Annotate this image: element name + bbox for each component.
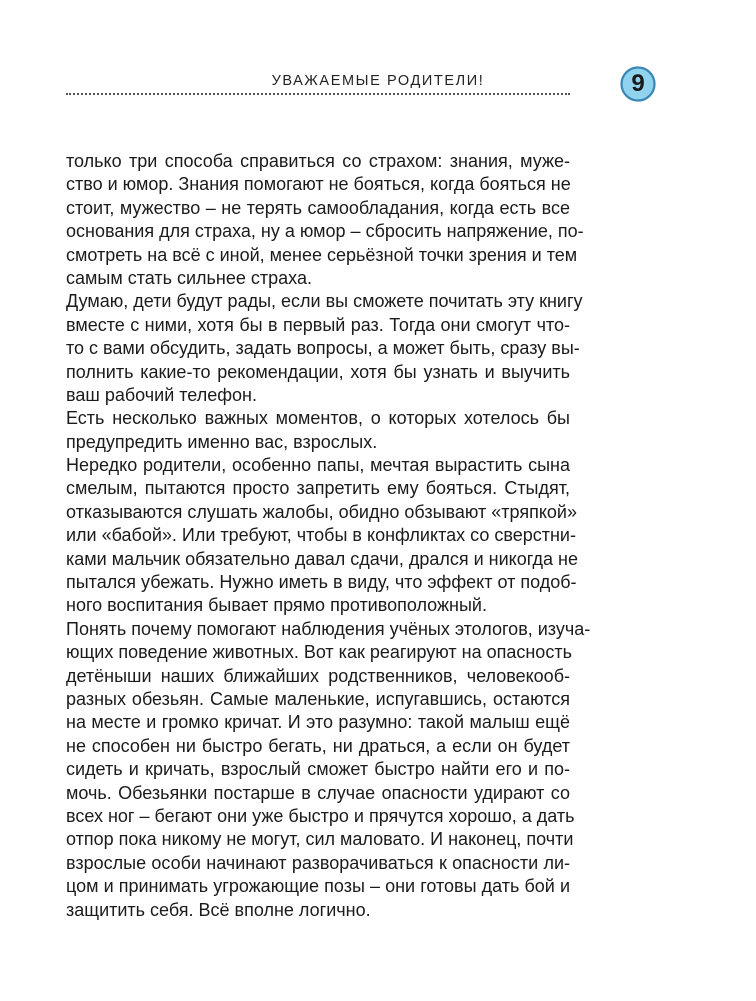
body-line: только три способа справиться со страхом: знания, муже- (66, 151, 570, 171)
page-number: 9 (631, 70, 645, 97)
body-line: то с вами обсудить, задать вопросы, а может быть, сразу вы- (66, 338, 580, 359)
running-header-title: УВАЖАЕМЫЕ РОДИТЕЛИ! (271, 73, 485, 89)
body-line: смелым, пытаются просто запретить ему бояться. Стыдят, (66, 478, 570, 499)
body-line: цом и принимать угрожающие позы – они готовы дать бой и (66, 876, 570, 897)
body-line: Есть несколько важных моментов, о которых хотелось бы (66, 408, 570, 429)
body-text (66, 150, 591, 922)
body-line: смотреть на всё с иной, менее серьёзной точки зрения и тем (66, 244, 578, 265)
body-line: предупредить именно вас, взрослых. (66, 431, 378, 452)
body-line: ного воспитания бывает прямо противоположный. (66, 595, 487, 616)
body-line: основания для страха, ну а юмор – сбросить напряжение, по- (66, 221, 584, 242)
body-line: ваш рабочий телефон. (66, 384, 257, 405)
body-line: или «бабой». Или требуют, чтобы в конфликтах со сверстни- (66, 525, 576, 546)
body-line: мочь. Обезьянки постарше в случае опасности удирают со (66, 782, 570, 803)
body-line: стоит, мужество – не терять самообладания, когда есть все (66, 197, 570, 218)
body-line: ками мальчик обязательно давал сдачи, дрался и никогда не (66, 548, 578, 569)
body-line: Нередко родители, особенно папы, мечтая вырастить сына (66, 455, 570, 476)
body-line: защитить себя. Всё вполне логично. (66, 899, 371, 920)
body-line: разных обезьян. Самые маленькие, испугавшись, остаются (66, 688, 570, 709)
body-line: вместе с ними, хотя бы в первый раз. Тогда они смогут что- (66, 314, 570, 335)
body-line: ющих поведение животных. Вот как реагируют на опасность (66, 642, 572, 663)
body-line: Думаю, дети будут рады, если вы сможете почитать эту книгу (66, 291, 583, 312)
body-line: отпор пока никому не могут, сил маловато. И наконец, почти (66, 829, 574, 850)
body-line: сидеть и кричать, взрослый сможет быстро найти его и по- (66, 759, 570, 780)
body-line: Понять почему помогают наблюдения учёных этологов, изуча- (66, 618, 591, 639)
body-line: всех ног – бегают они уже быстро и прячутся хорошо, а дать (66, 805, 575, 826)
body-line: не способен ни быстро бегать, ни драться, а если он будет (66, 735, 570, 756)
body-line: взрослые особи начинают разворачиваться к опасности ли- (66, 852, 570, 873)
body-line: полнить какие-то рекомендации, хотя бы узнать и выучить (66, 361, 570, 382)
body-line: пытался убежать. Нужно иметь в виду, что эффект от подоб- (66, 572, 577, 593)
body-line: ство и юмор. Знания помогают не бояться, когда бояться не (66, 174, 571, 195)
body-line: отказываются слушать жалобы, обидно обзывают «тряпкой» (66, 501, 577, 522)
body-line: самым стать сильнее страха. (66, 267, 312, 288)
body-line: на месте и громко кричат. И это разумно: такой малыш ещё (66, 712, 570, 733)
body-line: детёныши наших ближайших родственников, человекооб- (66, 665, 570, 686)
header-dotted-rule (66, 93, 570, 95)
